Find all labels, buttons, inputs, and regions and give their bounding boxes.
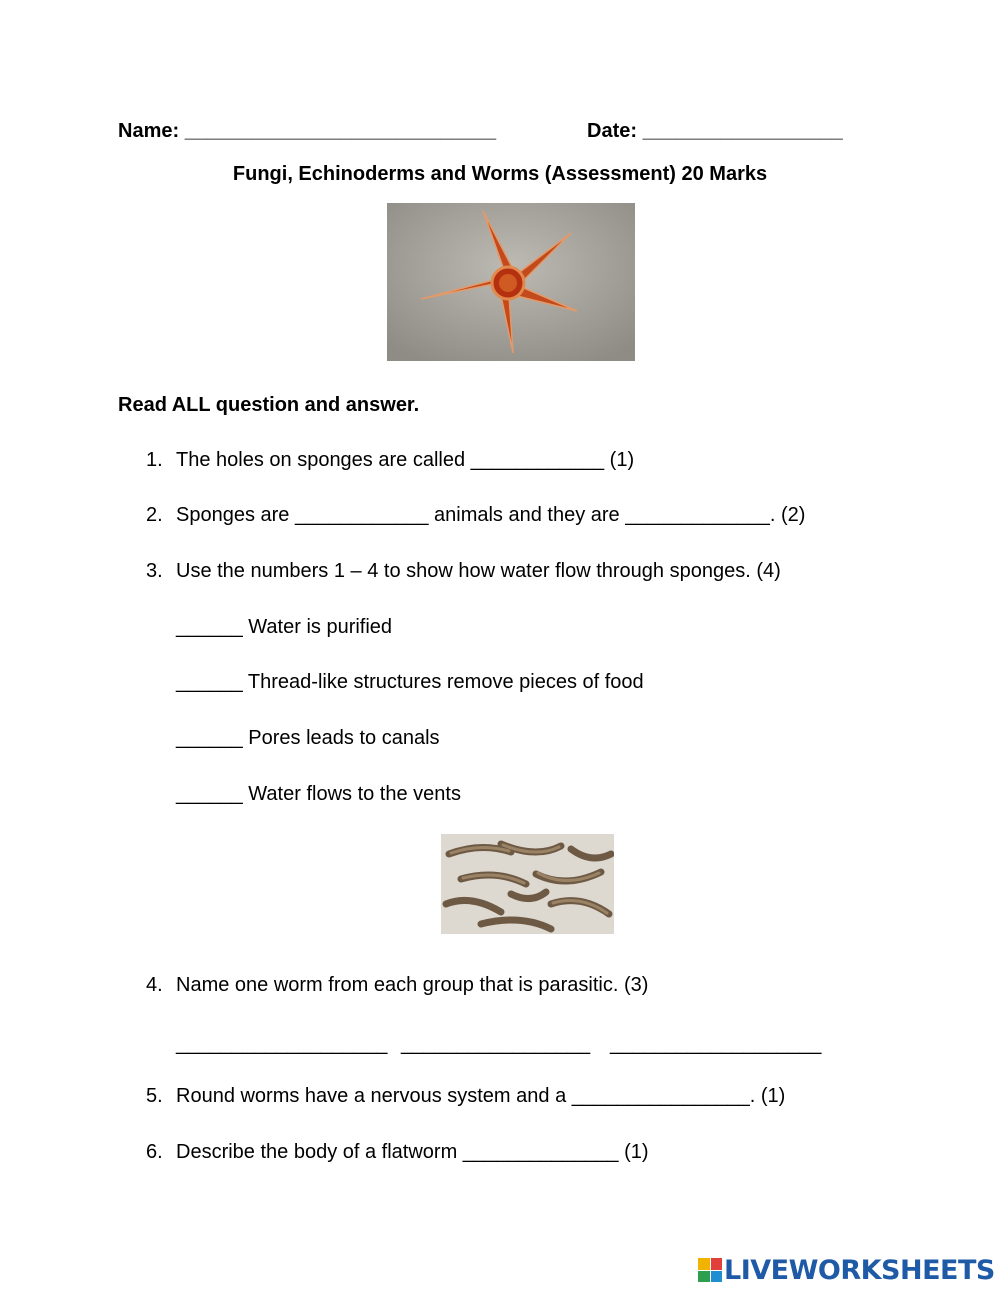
answer-blank[interactable]: ___________________	[176, 1033, 388, 1055]
question-1-text[interactable]: The holes on sponges are called ____________ (1)	[176, 449, 635, 471]
date-field-label: Date: __________________	[587, 120, 843, 142]
question-number: 4.	[146, 974, 163, 996]
question-number: 6.	[146, 1141, 163, 1163]
question-number: 5.	[146, 1085, 163, 1107]
sequence-item[interactable]: ______ Pores leads to canals	[176, 727, 440, 749]
starfish-image	[387, 203, 635, 361]
sequence-item[interactable]: ______ Water is purified	[176, 616, 393, 638]
instructions: Read ALL question and answer.	[118, 394, 420, 416]
sequence-item[interactable]: ______ Water flows to the vents	[176, 783, 461, 805]
liveworksheets-logo	[698, 1255, 995, 1285]
sequence-item[interactable]: ______ Thread-like structures remove pieces of food	[176, 671, 644, 693]
question-4-text: Name one worm from each group that is parasitic. (3)	[176, 974, 649, 996]
name-field-label: Name: ____________________________	[118, 120, 497, 142]
brand-name: LIVEWORKSHEETS	[724, 1254, 995, 1286]
question-6-text[interactable]: Describe the body of a flatworm ______________ (1)	[176, 1141, 649, 1163]
question-number: 3.	[146, 560, 163, 582]
question-3-text: Use the numbers 1 – 4 to show how water flow through sponges. (4)	[176, 560, 781, 582]
question-5-text[interactable]: Round worms have a nervous system and a ________________. (1)	[176, 1085, 786, 1107]
worksheet-title: Fungi, Echinoderms and Worms (Assessment) 20 Marks	[232, 163, 768, 185]
question-number: 2.	[146, 504, 163, 526]
question-number: 1.	[146, 449, 163, 471]
worms-image	[441, 834, 614, 934]
question-2-text[interactable]: Sponges are ____________ animals and they are _____________. (2)	[176, 504, 806, 526]
answer-blank[interactable]: ___________________	[610, 1033, 822, 1055]
logo-mark-icon	[698, 1258, 722, 1282]
answer-blank[interactable]: _________________	[401, 1033, 591, 1055]
